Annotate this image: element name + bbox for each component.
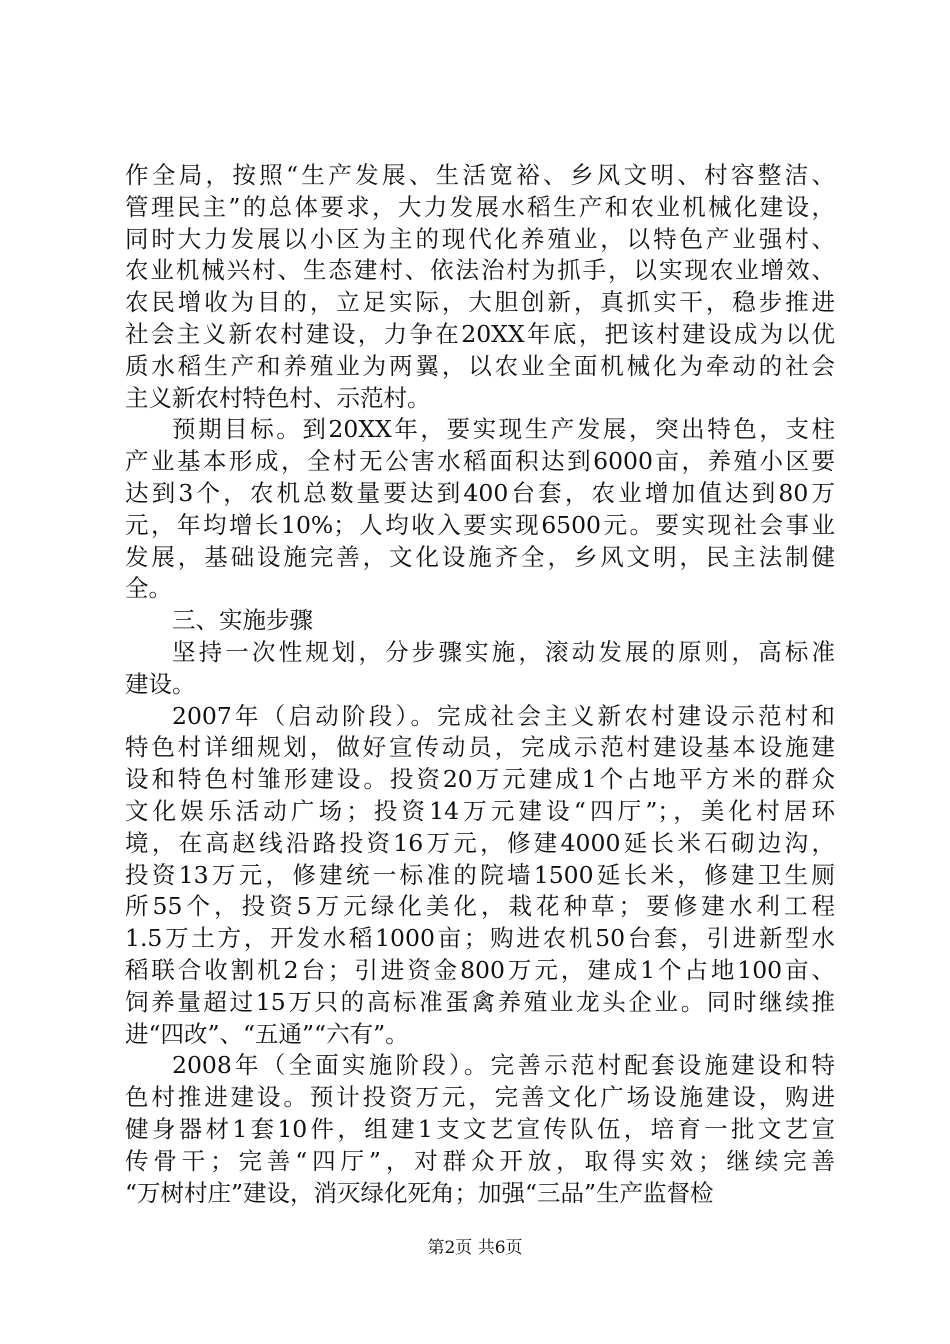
- text-line: 同时大力发展以小区为主的现代化养殖业，以特色产业强村、: [125, 224, 835, 253]
- text-line: 饲养量超过15万只的高标准蛋禽养殖业龙头企业。同时继续推: [125, 987, 835, 1016]
- text-line: 设和特色村雏形建设。投资20万元建成1个占地平方米的群众: [125, 765, 835, 794]
- text-line: 所55个，投资5万元绿化美化，栽花种草；要修建水利工程: [125, 892, 835, 921]
- text-line: 特色村详细规划，做好宣传动员，完成示范村建设基本设施建: [125, 733, 835, 762]
- text-line: 进“四改”、“五通”“六有”。: [125, 1019, 409, 1048]
- paragraph: [125, 160, 835, 414]
- text-line: 主义新农村特色村、示范村。: [125, 383, 431, 412]
- text-line: 建设。: [125, 669, 196, 698]
- text-line: 全。: [125, 574, 172, 603]
- paragraph: [125, 1050, 835, 1209]
- text-line: 1.5万土方，开发水稻1000亩；购进农机50台套，引进新型水: [125, 924, 835, 953]
- text-line: 2008年（全面实施阶段）。完善示范村配套设施建设和特: [172, 1051, 835, 1080]
- text-line: 境，在高赵线沿路投资16万元，修建4000延长米石砌边沟，: [125, 828, 835, 857]
- page-footer: 第2页 共6页: [427, 1238, 523, 1258]
- text-line: 管理民主”的总体要求，大力发展水稻生产和农业机械化建设，: [125, 192, 835, 221]
- text-line: 传骨干；完善“四厅”，对群众开放，取得实效；继续完善: [125, 1146, 835, 1175]
- text-line: 元，年均增长10%；人均收入要实现6500元。要实现社会事业: [125, 510, 835, 539]
- text-line: 坚持一次性规划，分步骤实施，滚动发展的原则，高标准: [172, 637, 835, 666]
- text-line: 产业基本形成，全村无公害水稻面积达到6000亩，养殖小区要: [125, 447, 835, 476]
- paragraph: [125, 414, 835, 605]
- text-line: 质水稻生产和养殖业为两翼，以农业全面机械化为牵动的社会: [125, 351, 835, 380]
- text-line: 三、实施步骤: [172, 606, 313, 635]
- text-line: 农民增收为目的，立足实际，大胆创新，真抓实干，稳步推进: [125, 288, 835, 317]
- text-line: 文化娱乐活动广场；投资14万元建设“四厅”；，美化村居环: [125, 796, 835, 825]
- text-line: 2007年（启动阶段）。完成社会主义新农村建设示范村和: [172, 701, 835, 730]
- body-text: [125, 160, 835, 1209]
- text-line: 社会主义新农村建设，力争在20XX年底，把该村建设成为以优: [125, 319, 835, 348]
- paragraph: [125, 637, 835, 701]
- text-line: 发展，基础设施完善，文化设施齐全，乡风文明，民主法制健: [125, 542, 835, 571]
- text-line: 稻联合收割机2台；引进资金800万元，建成1个占地100亩、: [125, 955, 835, 984]
- text-line: “万树村庄”建设，消灭绿化死角；加强“三品”生产监督检: [125, 1178, 714, 1207]
- text-line: 预期目标。到20XX年，要实现生产发展，突出特色，支柱: [172, 415, 835, 444]
- paragraph: [125, 701, 835, 1051]
- text-line: 投资13万元，修建统一标准的院墙1500延长米，修建卫生厕: [125, 860, 835, 889]
- text-line: 达到3个，农机总数量要达到400台套，农业增加值达到80万: [125, 478, 835, 507]
- paragraph: [125, 605, 835, 637]
- text-line: 作全局，按照“生产发展、生活宽裕、乡风文明、村容整洁、: [125, 161, 835, 189]
- text-line: 健身器材1套10件，组建1支文艺宣传队伍，培育一批文艺宣: [125, 1114, 835, 1143]
- text-line: 色村推进建设。预计投资万元，完善文化广场设施建设，购进: [125, 1083, 835, 1112]
- text-line: 农业机械兴村、生态建村、依法治村为抓手，以实现农业增效、: [125, 256, 835, 285]
